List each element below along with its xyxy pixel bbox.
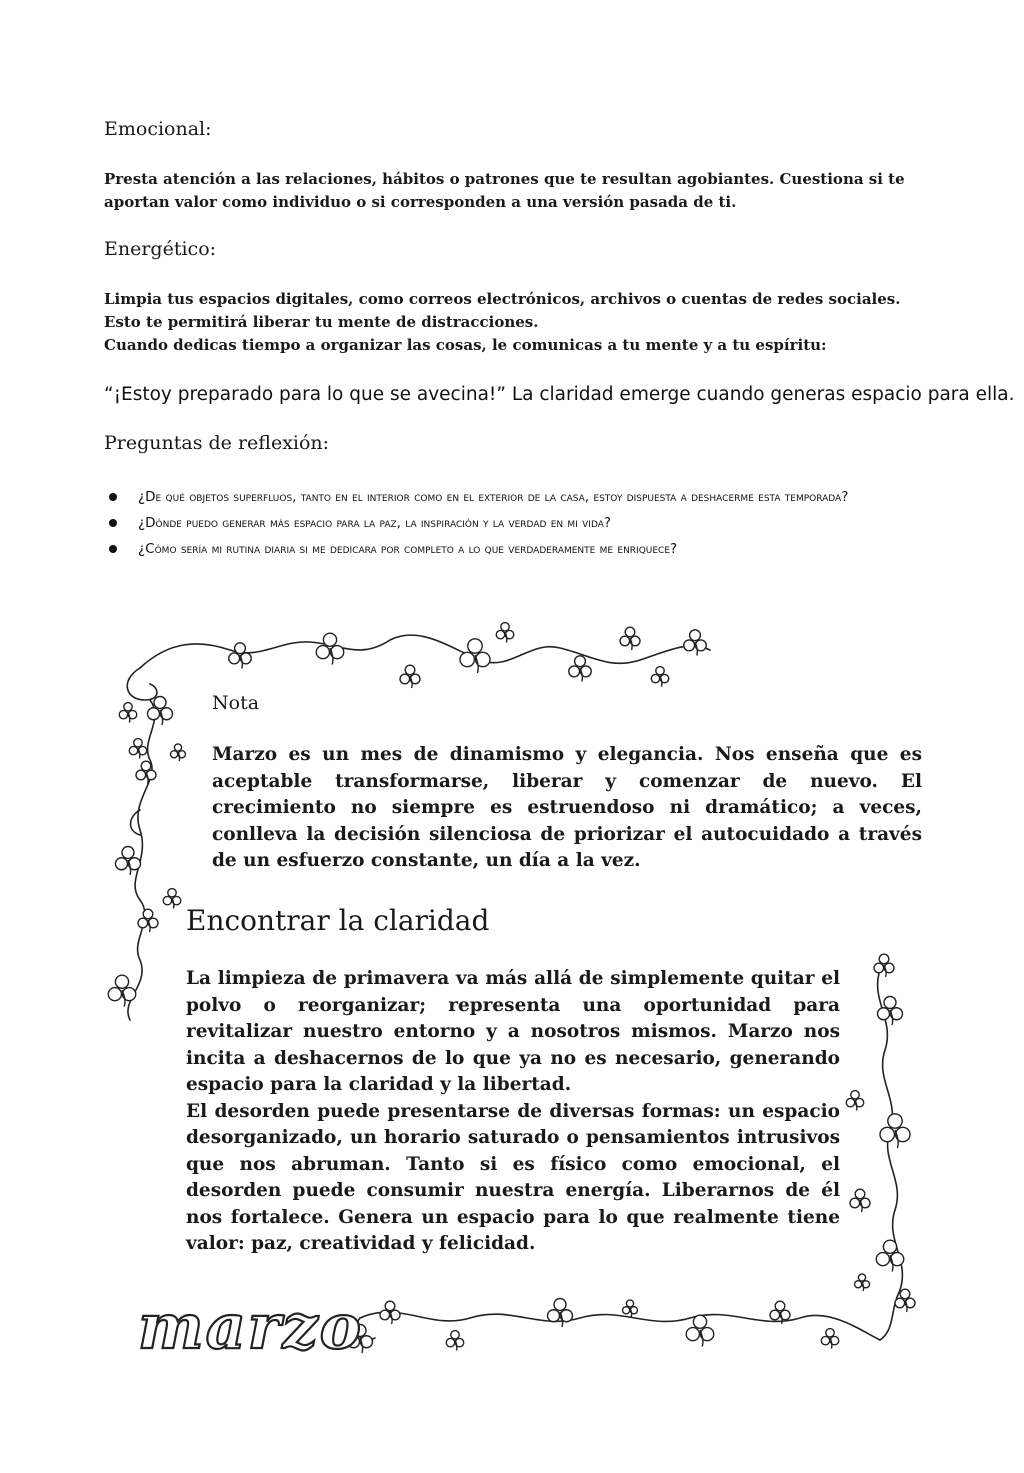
list-item: ¿Cómo sería mi rutina diaria si me dedicara por completo a lo que verdaderamente me enriquece? bbox=[104, 536, 934, 562]
shamrock-icon bbox=[446, 1331, 463, 1351]
shamrock-icon bbox=[876, 1240, 903, 1271]
bullet-icon bbox=[109, 545, 117, 553]
claridad-text bbox=[186, 966, 840, 1258]
shamrock-icon bbox=[116, 847, 141, 876]
shamrock-icon bbox=[129, 739, 146, 759]
shamrock-icon bbox=[229, 643, 251, 669]
shamrock-icon bbox=[380, 1301, 400, 1324]
shamrock-icon bbox=[855, 1274, 870, 1291]
reflexion-list bbox=[104, 484, 934, 562]
section-title: Encontrar la claridad bbox=[186, 904, 490, 937]
shamrock-icon bbox=[569, 656, 591, 682]
shamrock-icon bbox=[874, 954, 894, 977]
energetico-heading: Energético: bbox=[104, 238, 217, 260]
shamrock-icon bbox=[620, 627, 640, 650]
shamrock-icon bbox=[880, 1114, 910, 1148]
emocional-heading: Emocional: bbox=[104, 118, 212, 140]
shamrock-icon bbox=[400, 665, 420, 688]
bullet-icon bbox=[109, 493, 117, 501]
shamrock-icon bbox=[686, 1315, 713, 1346]
shamrock-icon bbox=[496, 623, 513, 643]
shamrock-icon bbox=[138, 909, 158, 932]
nota-label: Nota bbox=[212, 692, 260, 714]
list-item: ¿De qué objetos superfluos, tanto en el interior como en el exterior de la casa, estoy dispuesta a deshacerme esta temporada? bbox=[104, 484, 934, 510]
shamrock-icon bbox=[316, 633, 343, 664]
list-item: ¿Dónde puedo generar más espacio para la paz, la inspiración y la verdad en mi vida? bbox=[104, 510, 934, 536]
reflexion-heading: Preguntas de reflexión: bbox=[104, 432, 330, 454]
emocional-text: Presta atención a las relaciones, hábitos o patrones que te resultan agobiantes. Cuestiona si te aportan valor como individuo o si corresponden a una versión pasada de ti. bbox=[104, 170, 905, 211]
shamrock-icon bbox=[163, 889, 180, 909]
shamrock-icon bbox=[548, 1299, 573, 1328]
bullet-icon bbox=[109, 519, 117, 527]
shamrock-icon bbox=[623, 1300, 638, 1317]
quote: “¡Estoy preparado para lo que se avecina!” La claridad emerge cuando generas espacio para ella. bbox=[104, 384, 1015, 405]
shamrock-icon bbox=[846, 1091, 863, 1111]
shamrock-icon bbox=[119, 703, 136, 723]
claridad-paragraph: El desorden puede presentarse de diversas formas: un espacio desorganizado, un horario saturado o pensamientos intrusivos que nos abruman. Tanto si es físico como emocional, el desorden puede consumir nuestra energía. Liberarnos de él nos fortalece. Genera un espacio para lo que realmente tiene valor: paz, creatividad y felicidad. bbox=[186, 1100, 840, 1254]
energetico-text bbox=[104, 288, 934, 357]
shamrock-icon bbox=[684, 630, 706, 656]
shamrock-icon bbox=[136, 761, 156, 784]
shamrock-icon bbox=[171, 744, 186, 761]
energetico-line: Esto te permitirá liberar tu mente de distracciones. bbox=[104, 313, 539, 331]
shamrock-icon bbox=[651, 667, 668, 687]
shamrock-icon bbox=[460, 639, 490, 673]
shamrock-icon bbox=[821, 1329, 838, 1349]
shamrock-icon bbox=[108, 975, 135, 1006]
energetico-line: Limpia tus espacios digitales, como correos electrónicos, archivos o cuentas de redes sociales. bbox=[104, 290, 901, 308]
month-word: marzo bbox=[138, 1290, 364, 1363]
shamrock-icon bbox=[878, 997, 903, 1026]
claridad-paragraph: La limpieza de primavera va más allá de simplemente quitar el polvo o reorganizar; representa una oportunidad para revitalizar nuestro entorno y a nosotros mismos. Marzo nos incita a deshacernos de lo que ya no es necesario, generando espacio para la claridad y la libertad. bbox=[186, 968, 840, 1095]
energetico-line: Cuando dedicas tiempo a organizar las cosas, le comunicas a tu mente y a tu espíritu: bbox=[104, 336, 827, 354]
nota-text: Marzo es un mes de dinamismo y elegancia. Nos enseña que es aceptable transformarse, liberar y comenzar de nuevo. El crecimiento no siempre es estruendoso ni dramático; a veces, conlleva la decisión silenciosa de priorizar el autocuidado a través de un esfuerzo constante, un día a la vez. bbox=[212, 744, 922, 871]
shamrock-icon bbox=[850, 1189, 870, 1212]
